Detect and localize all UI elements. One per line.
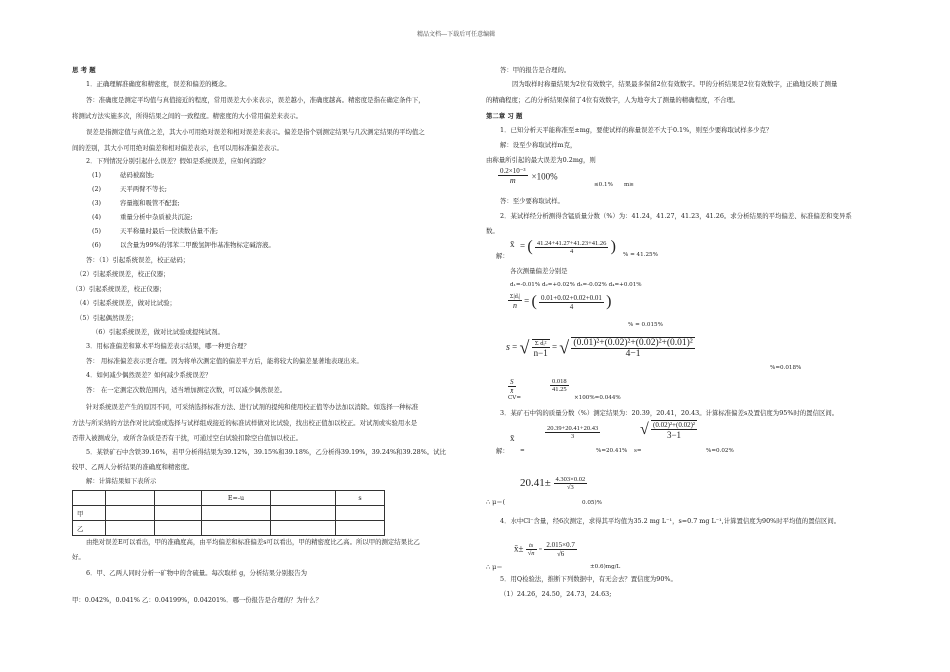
section-title-chapter2: 第二章 习 题 [486, 112, 523, 120]
formula-numerator: (0.01)²+(0.02)²+(0.02)²+(0.01)² [573, 338, 693, 348]
reason-6-line2: 的精确程度；乙的分析结果保留了4位有效数字，人为地夸大了测量的精确程度，不合理。 [486, 96, 740, 104]
answer-1-line4: 间的差别，其大小可用绝对偏差和相对偏差表示，也可以用标准偏差表示。 [72, 144, 283, 152]
avg-deviation-result: % = 0.015% [628, 322, 663, 328]
conclusion-5-line1: 由绝对误差E可以看出，甲的准确度高，由平均偏差和标准偏差s可以看出，甲的精密度比乙高。所以甲的测定结果比乙 [86, 538, 420, 546]
q2-item-num: (4) [92, 213, 102, 221]
table-row [73, 506, 385, 521]
formula-denominator: n−1 [533, 347, 548, 358]
table-cell: 甲 [73, 506, 106, 521]
formula-denominator: 4−1 [625, 349, 641, 359]
mean-symbol: x̄ [510, 433, 515, 443]
answer-2-line: （2）引起系统误差，校正仪器； [76, 270, 170, 278]
q2-item-text: 容量瓶和吸管不配套; [120, 199, 180, 207]
formula-condition: ≤0.1% [594, 182, 613, 188]
table-cell [106, 491, 155, 506]
solution-label: 解： [496, 252, 509, 260]
reason-6-line1: 因为取样时称量结果为2位有效数字，结果最多保留2位有效数字。甲的分析结果是2位有效数字，正确地反映了测量 [512, 80, 838, 88]
formula-m: m≥ [624, 182, 634, 188]
formula-numerator: 2.015×0.7 [546, 541, 575, 549]
table-cell [155, 491, 202, 506]
formula-denominator: 3−1 [666, 430, 682, 440]
conclusion-5-line2: 好。 [72, 553, 85, 561]
formula-denominator: n [512, 301, 517, 310]
std-dev-formula: s = √ $\frac{\text{Σ dᵢ²}}{n-1}$ = √ $\frac{\text{(0.01)²+(0.02)²+(0.02)²+(0.01)²}}{4-1}$ [506, 337, 693, 359]
equals-sign: = [520, 448, 525, 454]
q2-item-text: 以含量为99%的邻苯二甲酸氢钾作基准物标定碱溶液。 [120, 241, 275, 249]
formula-denominator: 4 [570, 247, 574, 255]
result-table [72, 490, 385, 536]
exercise-1-solution: 解：设至少称取试样m克， [500, 141, 577, 149]
e3-s-result: %=0.02% [706, 448, 734, 454]
question-2: 2．下列情况分别引起什么误差？假如是系统误差，应如何消除？ [86, 157, 270, 165]
q2-item-text: 天平称量时最后一位读数估量不准; [120, 227, 219, 235]
answer-3: 答： 用标准偏差表示更合理。因为将单次测定值的偏差平方后，能将较大的偏差显著地表现出来。 [86, 357, 363, 365]
q2-item-text: 重量分析中杂质被共沉淀; [120, 213, 193, 221]
formula-denominator: 41.25 [552, 386, 567, 393]
paragraph-4-line1: 针对系统误差产生的原因不同，可采纳选择标准方法、进行试剂的提纯和使用校正值等办法加以消除。如选择一种标准 [86, 403, 419, 411]
question-6-data: 甲：0.042%，0.041% 乙：0.04199%，0.04201%．哪一份报告是合理的？为什么？ [72, 596, 322, 604]
paragraph-4-line2: 方法与所采纳的方法作对比试验或选择与试样组成接近的标准试样做对比试验，找出校正值加以校正。对试剂或实验用水是 [72, 419, 418, 427]
table-cell [155, 521, 202, 536]
deviation-title: 各次测量偏差分别是 [510, 267, 568, 275]
table-cell [336, 521, 385, 536]
formula-tail: ×100% [531, 171, 558, 182]
formula-numerator: 41.24+41.27+41.23+41.26 [536, 239, 607, 247]
e3-mean-result: %=20.41% [596, 448, 628, 454]
answer-2-line: （6）引起系统误差，做对比试验或提纯试剂。 [92, 328, 224, 336]
paragraph-4-line3: 否带入被测成分，或所含杂质是否有干扰，可通过空白试验扣除空白值加以校正。 [72, 434, 303, 442]
exercise-2: 2．某试样经分析测得含锰质量分数（%）为：41.24，41.27，41.23，41.26。求分析结果的平均偏差、标准偏差和变异系 [500, 212, 852, 220]
exercise-5: 5．用Q检验法，推断下列数据中，有无会去？置信度为90%。 [500, 575, 677, 583]
formula-denominator: √6 [556, 550, 565, 558]
deviation-values: d₁=-0.01% d₂=+0.02% d₃=-0.02% d₄=+0.01% [510, 282, 642, 288]
answer-2-line: （3）引起系统误差，校正仪器； [72, 285, 166, 293]
q2-item-num: (2) [92, 185, 102, 193]
answer-1-line2: 将测试方法实施多次，所得结果之间的一致程度。精密度的大小常用偏差来表示。 [72, 112, 303, 120]
table-cell [155, 506, 202, 521]
q2-item-num: (3) [92, 199, 102, 207]
exercise-4: 4．水中Cl⁻含量，经6次测定，求得其平均值为35.2 mg L⁻¹，s=0.7 mg L⁻¹,计算置信度为90%时平均值的置信区间。 [500, 517, 841, 525]
e4-result: ±0.6)mg/L [590, 564, 621, 570]
e3-mean-formula [545, 425, 600, 440]
table-cell [271, 491, 336, 506]
formula-numerator: 0.018 [552, 378, 567, 385]
mean-result: % = 41.25% [623, 252, 658, 258]
answer-2-line: 答：（1）引起系统误差，校正砝码； [86, 256, 190, 264]
formula-denominator: m [509, 176, 516, 186]
table-cell: E=-u [202, 491, 271, 506]
exercise-3: 3．某矿石中钨的质量分数（%）测定结果为：20.39，20.41，20.43。计算标准偏差s及置信度为95%时的置信区间。 [500, 409, 839, 417]
table-header-row [73, 491, 385, 506]
page-header: 精品文档---下载后可任意编辑 [417, 31, 496, 38]
q2-item-num: (5) [92, 227, 102, 235]
cv-label: CV= [508, 395, 522, 401]
table-cell [202, 506, 271, 521]
answer-1-line3: 误差是指测定值与真值之差，其大小可用绝对误差和相对误差来表示。偏差是指个别测定结果与几次测定结果的平均值之 [86, 128, 425, 136]
q2-item-num: (1) [92, 171, 102, 179]
formula-e1 [498, 167, 558, 185]
e3-interval-formula: 20.41± $\frac{4.303\times 0.02}{√3}$ [520, 476, 586, 491]
formula-denominator: 3 [570, 433, 575, 440]
table-cell [271, 521, 336, 536]
exercise-1-step: 由称量所引起的最大误差为0.2mg，则 [486, 156, 596, 164]
cv-ratio: $\frac{S}{x̄}$ [510, 378, 514, 395]
table-cell [106, 521, 155, 536]
solution-5-intro: 解：计算结果如下表所示 [86, 477, 157, 485]
q2-item-num: (6) [92, 241, 102, 249]
section-title-thinking: 思 考 题 [72, 66, 96, 74]
e3-mu-result: 0.05)% [582, 500, 602, 506]
table-row [73, 521, 385, 536]
q2-item-text: 天平两臂不等长; [120, 185, 167, 193]
solution-label: 解： [496, 447, 509, 455]
table-cell [271, 506, 336, 521]
table-cell [202, 521, 271, 536]
q2-item-text: 砝码被腐蚀; [120, 171, 155, 179]
question-5-line1: 5．某铁矿石中含铁39.16%，若甲分析得结果为39.12%，39.15%和39.18%，乙分析得39.19%，39.24%和39.28%。试比 [86, 448, 446, 456]
table-cell: s [336, 491, 385, 506]
exercise-2-cont: 数。 [486, 227, 499, 235]
question-4: 4．如何减少偶然误差？如何减少系统误差？ [86, 371, 212, 379]
e3-s-label: s= [634, 448, 642, 454]
exercise-1: 1．已知分析天平能称准至±mg，要使试样的称量误差不大于0.1%，则至少要称取试样多少克？ [500, 126, 773, 134]
mean-symbol: x̄ [510, 239, 515, 249]
answer-2-line: （5）引起偶然误差； [76, 314, 138, 322]
exercise-1-answer: 答：至少要称取试样。 [500, 197, 564, 205]
answer-2-line: （4）引起系统误差，做对比试验； [76, 299, 176, 307]
std-dev-result: %=0.018% [770, 365, 802, 371]
question-3: 3．用标准偏差和算术平均偏差表示结果，哪一种更合理？ [86, 342, 250, 350]
formula-numerator: Σ dᵢ² [532, 340, 550, 348]
table-cell [73, 491, 106, 506]
question-5-line2: 较甲、乙两人分析结果的准确度和精密度。 [72, 463, 194, 471]
question-1: 1．正确理解准确度和精密度，误差和偏差的概念。 [86, 80, 231, 88]
e3-mu-label: ∴ μ＝( [486, 498, 506, 506]
formula-numerator: 0.2×10⁻³ [500, 167, 526, 176]
table-cell [106, 506, 155, 521]
formula-numerator: 4.303×0.02 [555, 476, 586, 483]
e3-s-formula: √ $\frac{\text{(0.02)²+(0.02)²}}{3-1}$ [640, 421, 696, 440]
answer-6: 答：甲的报告是合理的。 [500, 66, 571, 74]
formula-denominator: 4 [569, 302, 574, 311]
exercise-5-data: （1）24.26，24.50，24.73，24.63; [500, 590, 612, 598]
e4-formula: x̄± $\frac{ts}{√n}$ = $\frac{2.015\times 0.7}{√6}$ [514, 541, 575, 558]
formula-numerator: Σ|dᵢ| [510, 294, 520, 300]
table-cell [336, 506, 385, 521]
e4-mu-label: ∴ μ＝ [486, 563, 503, 571]
formula-numerator: (0.02)²+(0.02)² [653, 421, 696, 429]
mean-formula: = ( $\frac{41.24+41.27+41.23+41.26}{4}$ ) [520, 238, 616, 255]
formula-numerator: 20.39+20.41+20.43 [547, 425, 599, 432]
question-6: 6．甲、乙两人同时分析一矿物中的含硫量。每次取样 g，分析结果分别报告为 [86, 569, 308, 577]
table-cell: 乙 [73, 521, 106, 536]
answer-1-line1: 答：准确度是测定平均值与真值接近的程度，常用误差大小来表示，误差越小，准确度越高。精密度是指在确定条件下， [86, 96, 425, 104]
avg-deviation-formula: $\frac{\text{Σ|dᵢ|}}{n}$ = ( $\frac{0.01+0.02+0.02+0.01}{4}$ ) [510, 293, 612, 311]
cv-formula [550, 378, 569, 393]
cv-result: ×100%=0.044% [574, 395, 621, 401]
formula-numerator: 0.01+0.02+0.02+0.01 [541, 293, 602, 302]
formula-denominator: √3 [566, 484, 574, 491]
answer-4: 答： 在一定测定次数范围内，适当增加测定次数，可以减少偶然误差。 [86, 386, 287, 394]
